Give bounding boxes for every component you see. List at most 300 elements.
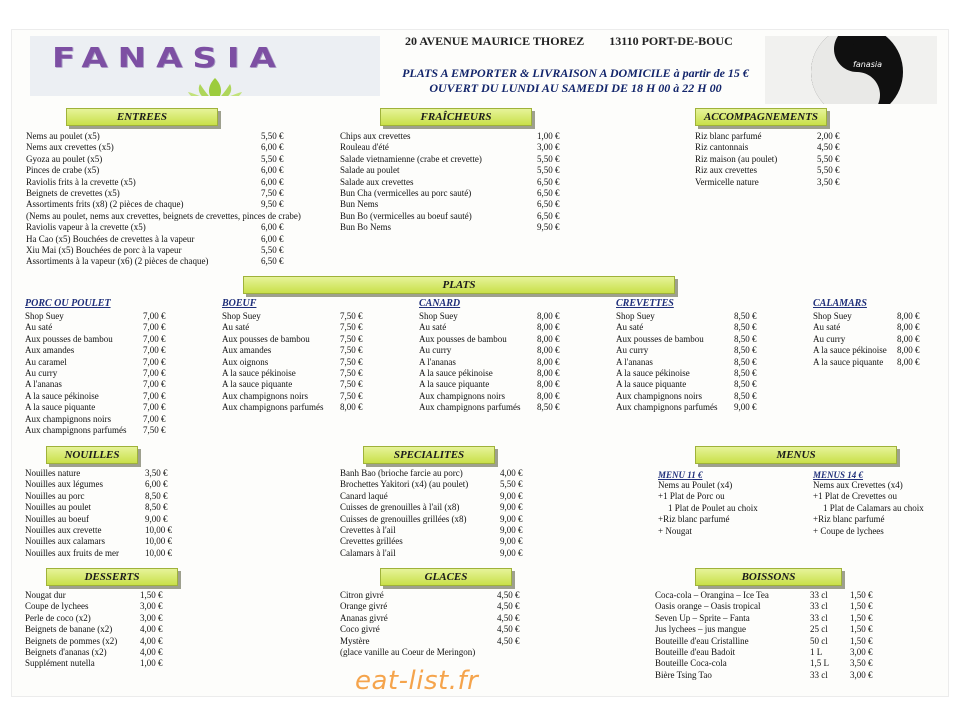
lotus-icon [160, 76, 270, 96]
item-name: Calamars à l'ail [340, 547, 396, 558]
list-item [813, 334, 925, 345]
item-size: 25 cl [810, 624, 828, 635]
item-price: 6,00 € [145, 479, 168, 490]
list-item [25, 414, 173, 425]
item-name: A la sauce pékinoise [616, 368, 690, 379]
list-item [26, 142, 291, 153]
list-item [340, 154, 565, 165]
entrees-list [26, 131, 301, 268]
item-size: 1 L [810, 647, 823, 658]
list-item [25, 379, 173, 390]
item-price: 8,00 € [537, 322, 560, 333]
item-name: Nouilles aux calamars [25, 536, 105, 547]
item-name: Aux champignons parfumés [25, 425, 127, 436]
item-name: Bouteille d'eau Cristalline [655, 635, 749, 646]
list-item [222, 345, 370, 356]
item-name: Crevettes grillées [340, 536, 403, 547]
menu-line: +Riz blanc parfumé [813, 514, 885, 525]
item-name: Salade au poulet [340, 165, 400, 176]
item-price: 8,50 € [145, 490, 168, 501]
item-name: A la sauce piquante [25, 402, 96, 413]
item-name: Nouilles au porc [25, 490, 85, 501]
item-price: 8,50 € [734, 368, 757, 379]
item-price: 3,50 € [817, 176, 840, 187]
item-name: Nouilles aux légumes [25, 479, 103, 490]
canard-list [419, 311, 567, 414]
watermark: eat-list.fr [355, 666, 479, 696]
logo-text: FANASIA [52, 42, 286, 74]
item-size: 50 cl [810, 635, 828, 646]
list-item [222, 322, 370, 333]
item-name: Salade aux crevettes [340, 176, 414, 187]
item-name: Xiu Mai (x5) Bouchées de porc à la vapeur [26, 245, 182, 256]
item-price: 8,50 € [734, 333, 757, 344]
item-price: 8,50 € [537, 402, 560, 413]
item-price: 8,00 € [897, 322, 920, 333]
list-item [695, 165, 845, 176]
item-name: Beignets de banane (x2) [25, 624, 113, 635]
list-item [340, 525, 530, 536]
list-item [25, 636, 170, 647]
boissons-list [655, 590, 880, 681]
item-name: Citron givré [340, 590, 384, 600]
item-price: 8,50 € [145, 502, 168, 513]
item-name: Beignets d'ananas (x2) [25, 647, 107, 658]
item-price: 8,00 € [537, 333, 560, 344]
desserts-list [25, 590, 170, 670]
item-name: Au saté [25, 322, 53, 333]
list-item [25, 613, 170, 624]
item-name: A la sauce piquante [813, 356, 884, 367]
item-name: A la sauce pékinoise [813, 345, 887, 356]
menu-line: 1 Plat de Poulet au choix [668, 502, 758, 513]
item-price: 3,00 € [140, 601, 163, 612]
header-specialites: SPECIALITES [363, 446, 495, 464]
menu-line: 1 Plat de Calamars au choix [823, 502, 924, 513]
item-price: 9,50 € [537, 222, 560, 233]
list-item [340, 468, 530, 479]
item-price: 8,50 € [734, 390, 757, 401]
list-item [655, 624, 880, 635]
list-item [340, 536, 530, 547]
item-price: 7,50 € [143, 425, 166, 436]
list-item [419, 368, 567, 379]
list-item [419, 379, 567, 390]
list-item [695, 142, 845, 153]
list-item [26, 199, 291, 210]
menu-line: + Coupe de lychees [813, 525, 884, 536]
item-price: 5,50 € [817, 165, 840, 176]
item-name: Nems au poulet (x5) [26, 131, 100, 141]
item-price: 9,00 € [500, 502, 523, 513]
item-name: Coco givré [340, 624, 380, 635]
header-nouilles: NOUILLES [46, 446, 138, 464]
list-item [25, 548, 177, 559]
list-item [655, 590, 880, 601]
menu-line: Nems aux Crevettes (x4) [813, 480, 903, 490]
list-item [419, 311, 567, 322]
item-name: Bière Tsing Tao [655, 669, 712, 680]
item-name: Aux champignons noirs [419, 390, 505, 401]
header-plats: PLATS [243, 276, 675, 294]
list-item [26, 165, 291, 176]
crevettes-list [616, 311, 764, 414]
item-price: 7,00 € [143, 368, 166, 379]
list-item [813, 345, 925, 356]
item-name: A la sauce pékinoise [222, 368, 296, 379]
list-item [340, 502, 530, 513]
item-name: Aux amandes [222, 345, 272, 356]
item-name: A la sauce pékinoise [25, 390, 99, 401]
item-name: Nouilles aux crevette [25, 525, 102, 536]
item-price: 4,50 € [817, 142, 840, 153]
item-price: 6,50 € [537, 199, 560, 210]
item-price: 3,00 € [140, 612, 163, 623]
list-item [25, 479, 177, 490]
item-name: A l'ananas [25, 379, 62, 390]
item-price: 9,00 € [145, 513, 168, 524]
item-name: Aux pousses de bambou [419, 333, 507, 344]
list-item [340, 636, 525, 647]
menu-14-title: MENUS 14 € [813, 470, 864, 480]
address-city: 13110 PORT-DE-BOUC [609, 34, 733, 48]
item-price: 4,50 € [497, 635, 520, 646]
list-item [616, 379, 764, 390]
item-price: 7,00 € [143, 345, 166, 356]
item-name: Nouilles au boeuf [25, 513, 89, 524]
list-item [25, 536, 177, 547]
item-name: Banh Bao (brioche farcie au porc) [340, 468, 463, 478]
item-name: Riz blanc parfumé [695, 131, 762, 141]
list-item [340, 479, 530, 490]
list-item [25, 368, 173, 379]
list-item [25, 502, 177, 513]
item-size: 33 cl [810, 601, 828, 612]
logo-banner [30, 36, 380, 96]
list-item [340, 548, 530, 559]
item-name: Aux champignons noirs [25, 413, 111, 424]
list-item [419, 334, 567, 345]
list-item [26, 154, 291, 165]
item-price: 7,00 € [143, 413, 166, 424]
item-name: Bun Cha (vermicelles au porc sauté) [340, 188, 472, 199]
item-name: Assortiments à la vapeur (x6) (2 pièces de chaque) [26, 256, 209, 267]
item-name: Cuisses de grenouilles à l'ail (x8) [340, 502, 460, 513]
yinyang-banner [765, 36, 937, 104]
tagline [388, 66, 763, 96]
list-item [419, 322, 567, 333]
calamars-list [813, 311, 925, 368]
item-price: 4,00 € [140, 635, 163, 646]
item-price: 4,50 € [497, 601, 520, 612]
item-name: A la sauce piquante [616, 379, 687, 390]
tagline-hours: OUVERT DU LUNDI AU SAMEDI DE 18 H 00 à 22 H 00 [429, 81, 722, 95]
list-item [419, 402, 567, 413]
item-name: Aux pousses de bambou [222, 333, 310, 344]
list-item [695, 177, 845, 188]
list-item [655, 670, 880, 681]
item-name: Aux pousses de bambou [616, 333, 704, 344]
item-name: Shop Suey [616, 311, 655, 321]
header-menus: MENUS [695, 446, 897, 464]
list-item [655, 636, 880, 647]
item-price: 7,00 € [143, 402, 166, 413]
item-name: Raviolis frits à la crevette (x5) [26, 176, 136, 187]
item-price: 5,50 € [500, 479, 523, 490]
nouilles-list [25, 468, 177, 559]
boeuf-list [222, 311, 370, 414]
item-price: 5,50 € [537, 153, 560, 164]
yinyang-text: fanasia [853, 60, 882, 69]
list-item [813, 311, 925, 322]
list-item [222, 357, 370, 368]
list-item [616, 322, 764, 333]
item-name: Bun Bo (vermicelles au boeuf sauté) [340, 210, 472, 221]
item-name: Aux champignons parfumés [419, 402, 521, 413]
list-item [25, 514, 177, 525]
item-name: Aux amandes [25, 345, 75, 356]
item-price: 8,50 € [734, 356, 757, 367]
item-price: 10,00 € [145, 536, 172, 547]
header-boissons: BOISSONS [695, 568, 842, 586]
item-name: A l'ananas [616, 356, 653, 367]
item-price: 8,00 € [897, 333, 920, 344]
item-price: 6,50 € [261, 256, 284, 267]
item-price: 3,00 € [537, 142, 560, 153]
item-name: Aux oignons [222, 356, 269, 367]
item-price: 8,00 € [537, 311, 560, 321]
item-name: A la sauce piquante [419, 379, 490, 390]
list-item [26, 188, 291, 199]
item-name: Bun Nems [340, 199, 379, 210]
item-size: 33 cl [810, 669, 828, 680]
item-price: 8,00 € [537, 390, 560, 401]
tagline-delivery: PLATS A EMPORTER & LIVRAISON A DOMICILE à partir de 15 € [402, 66, 749, 80]
list-item [26, 131, 291, 142]
item-price: 3,50 € [850, 658, 873, 669]
list-item [419, 391, 567, 402]
list-item [25, 357, 173, 368]
item-name: Canard laqué [340, 490, 388, 501]
list-item [25, 345, 173, 356]
item-price: 6,50 € [537, 210, 560, 221]
item-name: A l'ananas [419, 356, 456, 367]
list-item [655, 658, 880, 669]
item-price: 8,00 € [537, 379, 560, 390]
list-item [25, 491, 177, 502]
item-price: 7,50 € [340, 368, 363, 379]
item-price: 9,00 € [500, 525, 523, 536]
item-name: Shop Suey [25, 311, 64, 321]
item-name: Ha Cao (x5) Bouchées de crevettes à la vapeur [26, 233, 195, 244]
item-price: 8,00 € [537, 345, 560, 356]
item-name: Vermicelle nature [695, 176, 759, 187]
item-price: 10,00 € [145, 525, 172, 536]
item-price: 1,50 € [850, 624, 873, 635]
list-item [25, 601, 170, 612]
item-name: Riz maison (au poulet) [695, 153, 778, 164]
item-size: 33 cl [810, 590, 828, 600]
item-name: Seven Up – Sprite – Fanta [655, 612, 750, 623]
yinyang-icon [765, 36, 937, 104]
item-price: 8,00 € [897, 345, 920, 356]
list-item [616, 357, 764, 368]
item-price: 8,00 € [537, 368, 560, 379]
list-item [25, 311, 173, 322]
item-size: 1,5 L [810, 658, 829, 669]
list-item [25, 334, 173, 345]
item-price: 8,00 € [897, 356, 920, 367]
list-item [340, 165, 565, 176]
item-price: 4,00 € [140, 624, 163, 635]
list-item [655, 613, 880, 624]
accompagnements-list [695, 131, 845, 188]
list-item [655, 601, 880, 612]
item-name: Au saté [222, 322, 250, 333]
item-name: Aux champignons noirs [616, 390, 702, 401]
address [405, 34, 755, 49]
item-name: Salade vietnamienne (crabe et crevette) [340, 153, 482, 164]
item-price: 2,00 € [817, 131, 840, 141]
list-item [26, 245, 291, 256]
list-item [25, 322, 173, 333]
item-name: Brochettes Yakitori (x4) (au poulet) [340, 479, 469, 490]
item-price: 4,50 € [497, 612, 520, 623]
list-item [340, 188, 565, 199]
item-price: 1,00 € [537, 131, 560, 141]
item-price: 7,50 € [261, 188, 284, 199]
item-price: 8,50 € [734, 322, 757, 333]
item-price: 8,50 € [734, 379, 757, 390]
menu-11 [658, 470, 758, 537]
item-price: 1,50 € [140, 590, 163, 600]
list-item [25, 658, 170, 669]
specialites-list [340, 468, 530, 559]
item-price: 1,50 € [850, 612, 873, 623]
item-name: Supplément nutella [25, 658, 95, 669]
item-price: 5,50 € [261, 245, 284, 256]
list-item [25, 425, 173, 436]
item-name: Shop Suey [222, 311, 261, 321]
item-price: 1,00 € [140, 658, 163, 669]
item-name: Riz cantonnais [695, 142, 749, 153]
list-item [419, 357, 567, 368]
item-name: Jus lychees – jus mangue [655, 624, 746, 635]
item-name: Raviolis vapeur à la crevette (x5) [26, 222, 146, 233]
item-name: Assortiments frits (x8) (2 pièces de chaque) [26, 199, 184, 210]
list-item [616, 368, 764, 379]
menu-11-title: MENU 11 € [658, 470, 703, 480]
item-name: Chips aux crevettes [340, 131, 411, 141]
item-price: 6,00 € [261, 142, 284, 153]
item-name: Aux champignons parfumés [616, 402, 718, 413]
item-name: Bouteille d'eau Badoit [655, 647, 736, 658]
list-item [26, 256, 291, 267]
item-name: Nouilles nature [25, 468, 81, 478]
list-item [222, 391, 370, 402]
list-item [616, 311, 764, 322]
list-item [26, 222, 291, 233]
subtitle-crevettes: CREVETTES [616, 298, 674, 309]
list-item [616, 402, 764, 413]
item-name: Gyoza au poulet (x5) [26, 153, 103, 164]
item-price: 8,50 € [734, 345, 757, 356]
list-item [222, 334, 370, 345]
item-name: Aux champignons noirs [222, 390, 308, 401]
list-item [813, 357, 925, 368]
item-name: Beignets de pommes (x2) [25, 635, 118, 646]
subtitle-canard: CANARD [419, 298, 461, 309]
list-item [340, 590, 525, 601]
item-name: Shop Suey [813, 311, 852, 321]
item-price: 1,50 € [850, 601, 873, 612]
item-price: 3,50 € [145, 468, 168, 478]
list-item [340, 199, 565, 210]
header-entrees: ENTREES [66, 108, 218, 126]
item-price: 9,50 € [261, 199, 284, 210]
item-price: 6,50 € [537, 188, 560, 199]
item-name: Beignets de crevettes (x5) [26, 188, 120, 199]
list-item [340, 222, 565, 233]
header-glaces: GLACES [380, 568, 512, 586]
item-price: 3,00 € [850, 647, 873, 658]
item-price: 9,00 € [500, 536, 523, 547]
item-price: 7,50 € [340, 379, 363, 390]
list-item [419, 345, 567, 356]
item-price: 7,00 € [143, 322, 166, 333]
item-name: Au saté [419, 322, 447, 333]
item-price: 7,50 € [340, 345, 363, 356]
item-price: 5,50 € [817, 153, 840, 164]
item-price: 6,00 € [261, 222, 284, 233]
list-item [25, 391, 173, 402]
item-name: Perle de coco (x2) [25, 612, 91, 623]
fraicheurs-list [340, 131, 565, 234]
item-price: 5,50 € [537, 165, 560, 176]
item-price: 8,00 € [537, 356, 560, 367]
item-note: (glace vanille au Coeur de Meringon) [340, 647, 476, 658]
list-item [26, 234, 291, 245]
item-name: Riz aux crevettes [695, 165, 757, 176]
item-price: 8,00 € [897, 311, 920, 321]
list-item [222, 368, 370, 379]
item-name: Nouilles aux fruits de mer [25, 547, 119, 558]
address-street: 20 AVENUE MAURICE THOREZ [405, 34, 585, 48]
item-name: Mystère [340, 635, 370, 646]
list-item [25, 647, 170, 658]
item-name: Orange givré [340, 601, 388, 612]
header-desserts: DESSERTS [46, 568, 178, 586]
item-price: 7,50 € [340, 333, 363, 344]
item-name: Shop Suey [419, 311, 458, 321]
list-item [813, 322, 925, 333]
item-price: 1,50 € [850, 590, 873, 600]
list-item [340, 142, 565, 153]
list-item [25, 468, 177, 479]
list-item [340, 131, 565, 142]
item-name: Au saté [616, 322, 644, 333]
item-price: 7,00 € [143, 356, 166, 367]
item-price: 10,00 € [145, 547, 172, 558]
list-item [616, 345, 764, 356]
menu-line: +1 Plat de Porc ou [658, 491, 725, 502]
item-name: A la sauce piquante [222, 379, 293, 390]
item-name: Ananas givré [340, 612, 388, 623]
glaces-list [340, 590, 525, 658]
header-accompagnements: ACCOMPAGNEMENTS [695, 108, 827, 126]
list-item [340, 177, 565, 188]
item-price: 9,00 € [500, 547, 523, 558]
